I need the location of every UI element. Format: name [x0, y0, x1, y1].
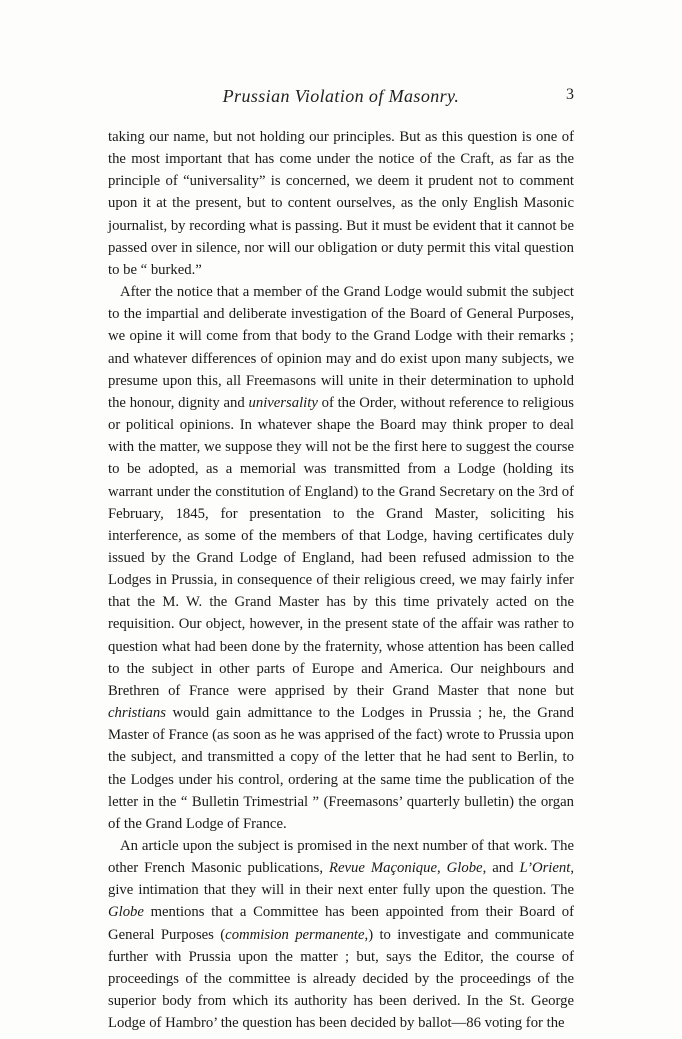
text-run: After the notice that a member of the Grand Lodge would submit the subject to the impartial and deliberate investigation of the Board of General Purposes, we opine it will come from that body to the Grand Lodge with their remarks ; and whatever differences of opinion may and do exist upon many subjects, we presume upon this, all Freemasons will unite in their determination to uphold the honour, dignity and [108, 284, 574, 411]
italic-text: Revue Maçonique [329, 860, 437, 877]
italic-text: Globe [108, 904, 144, 921]
running-title: Prussian Violation of Masonry. [222, 86, 460, 106]
text-run: of the Order, without reference to religious or political opinions. In whatever shape the Board may think proper to deal with the matter, we suppose they will not be the first here to suggest the course to be adopted, as a memorial was transmitted from a Lodge (holding its warrant under the constitution of England) to the Grand Secretary on the 3rd of February, 1845, for presentation to the Grand Master, soliciting his interference, as some of the members of that Lodge, having certificates duly issued by the Grand Lodge of England, had been refused admission to the Lodges in Prussia, in consequence of their religious creed, we may fairly infer that the M. W. the Grand Master has by this time privately acted on the requisition. Our object, however, in the present state of the affair was rather to question what had been done by the fraternity, whose attention has been called to the subject in other parts of Europe and America. Our neighbours and Brethren of France were apprised by their Grand Master that none but [108, 394, 574, 699]
page-number: 3 [566, 86, 574, 103]
running-head [108, 86, 574, 110]
text-run: taking our name, but not holding our principles. But as this question is one of the most important that has come under the notice of the Craft, as far as the principle of “universality” is concerned, we deem it prudent not to comment upon it at the present, but to content ourselves, as the only English Masonic journalist, by recording what is passing. But it must be evident that it cannot be passed over in silence, nor will our obligation or duty permit this vital question to be “ burked.” [108, 129, 574, 278]
text-run: , [436, 860, 447, 877]
text-run: ,) to investigate and communicate further with Prussia upon the matter ; but, says the Editor, the course of proceedings of the committee is already decided by the proceedings of the superior body from which its authority has been derived. In the St. George Lodge of Hambro’ the question has been decided by ballot—86 voting for the [108, 926, 574, 1032]
text-run: An article upon the subject is promised in the next number of that work. The other French Masonic publications, [108, 838, 574, 877]
paragraph [108, 835, 574, 1034]
italic-text: Globe [446, 860, 483, 877]
paragraph [108, 126, 574, 281]
body-text [108, 126, 574, 1034]
text-run: would gain admittance to the Lodges in Prussia ; he, the Grand Master of France (as soon as he was apprised of the fact) wrote to Prussia upon the subject, and transmitted a copy of the letter that he had sent to Berlin, to the Lodges under his control, ordering at the same time the publication of the letter in the “ Bulletin Trimestrial ” (Freemasons’ quarterly bulletin) the organ of the Grand Lodge of France. [108, 705, 574, 832]
italic-text: L’Orient [519, 860, 571, 877]
italic-text: universality [248, 394, 318, 411]
italic-text: commision permanente [225, 926, 365, 943]
text-run: , and [482, 860, 520, 877]
text-run: mentions that a Committee has been appointed from their Board of General Purposes ( [108, 904, 574, 943]
italic-text: christians [108, 705, 166, 722]
paragraph [108, 281, 574, 835]
text-run: , give intimation that they will in their next enter fully upon the question. The [108, 860, 575, 899]
